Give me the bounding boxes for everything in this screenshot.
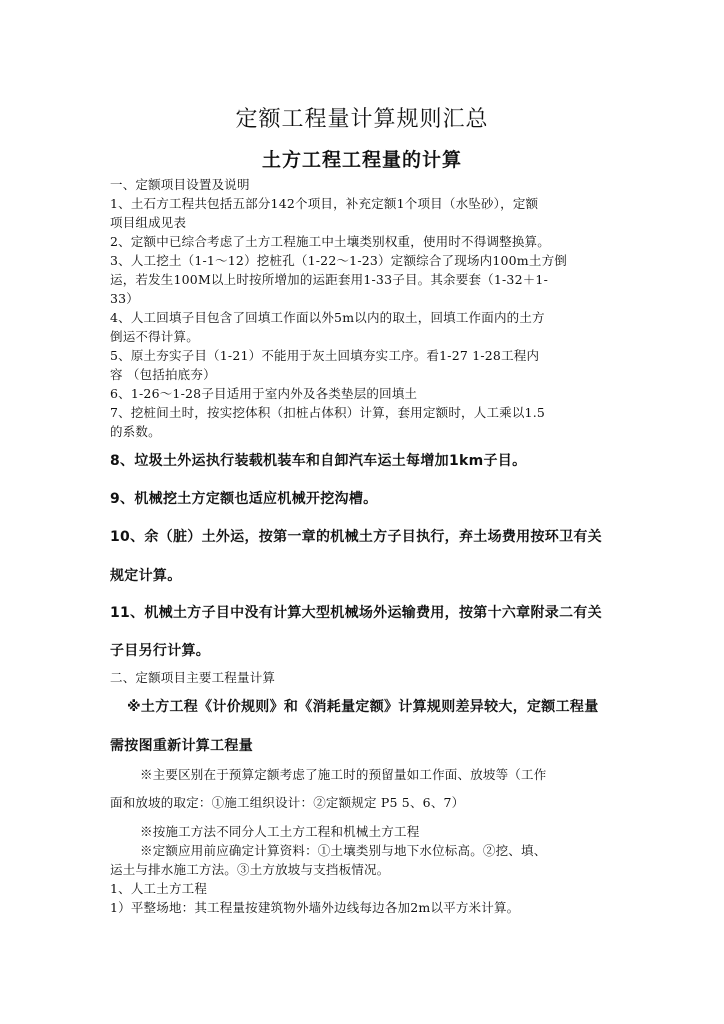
note-line: ※主要区别在于预算定额考虑了施工时的预留量如工作面、放坡等（工作: [140, 767, 547, 782]
paragraph-line: 3、人工挖土（1-1～12）挖桩孔（1-22～1-23）定额综合了现场内100m土方倒: [110, 253, 567, 268]
note-line-bold: 需按图重新计算工程量: [110, 738, 253, 754]
paragraph-line: 容 （包括拍底夯）: [110, 367, 216, 382]
paragraph-line: 7、挖桩间土时，按实挖体积（扣桩占体积）计算，套用定额时，人工乘以1.5: [110, 405, 546, 420]
document-title: 定额工程量计算规则汇总: [235, 107, 489, 132]
paragraph-line-bold: 11、机械土方子目中没有计算大型机械场外运输费用，按第十六章附录二有关: [110, 605, 602, 621]
paragraph-line: 1）平整场地：其工程量按建筑物外墙外边线每边各加2m以平方米计算。: [110, 900, 520, 915]
paragraph-line: 5、原土夯实子目（1-21）不能用于灰土回填夯实工序。看1-27 1-28工程内: [110, 348, 540, 363]
paragraph-line-bold: 规定计算。: [110, 568, 182, 584]
note-line-bold: ※土方工程《计价规则》和《消耗量定额》计算规则差异较大，定额工程量: [127, 699, 599, 715]
section-heading: 二、定额项目主要工程量计算: [110, 670, 276, 685]
note-line: 面和放坡的取定：①施工组织设计：②定额规定 P5 5、6、7）: [110, 795, 465, 810]
section-heading: 一、定额项目设置及说明: [110, 177, 250, 192]
paragraph-line: 项目组成见表: [110, 215, 187, 230]
note-line: ※按施工方法不同分人工土方工程和机械土方工程: [140, 824, 420, 839]
paragraph-line-bold: 9、机械挖土方定额也适应机械开挖沟槽。: [110, 491, 378, 507]
paragraph-line: 的系数。: [110, 424, 161, 439]
paragraph-line: 倒运不得计算。: [110, 329, 199, 344]
note-line: 运土与排水施工方法。③土方放坡与支挡板情况。: [110, 862, 390, 877]
paragraph-line: 1、土石方工程共包括五部分142个项目，补充定额1个项目（水坠砂），定额: [110, 196, 539, 211]
section-heading: 1、人工土方工程: [110, 881, 208, 896]
paragraph-line: 运，若发生100M以上时按所增加的运距套用1-33子目。其余要套（1-32＋1-: [110, 272, 548, 287]
paragraph-line: 6、1-26～1-28子目适用于室内外及各类垫层的回填土: [110, 386, 418, 401]
paragraph-line-bold: 10、余（脏）土外运，按第一章的机械土方子目执行，弃土场费用按环卫有关: [110, 529, 602, 545]
document-subtitle: 土方工程工程量的计算: [261, 149, 462, 171]
paragraph-line: 33）: [110, 291, 140, 306]
paragraph-line-bold: 8、垃圾土外运执行装载机装车和自卸汽车运土每增加1km子目。: [110, 453, 527, 469]
paragraph-line-bold: 子目另行计算。: [110, 643, 211, 659]
paragraph-line: 2、定额中已综合考虑了土方工程施工中土壤类别权重，使用时不得调整换算。: [110, 234, 550, 249]
note-line: ※定额应用前应确定计算资料：①土壤类别与地下水位标高。②挖、填、: [140, 843, 547, 858]
paragraph-line: 4、人工回填子目包含了回填工作面以外5m以内的取土，回填工作面内的土方: [110, 310, 545, 325]
